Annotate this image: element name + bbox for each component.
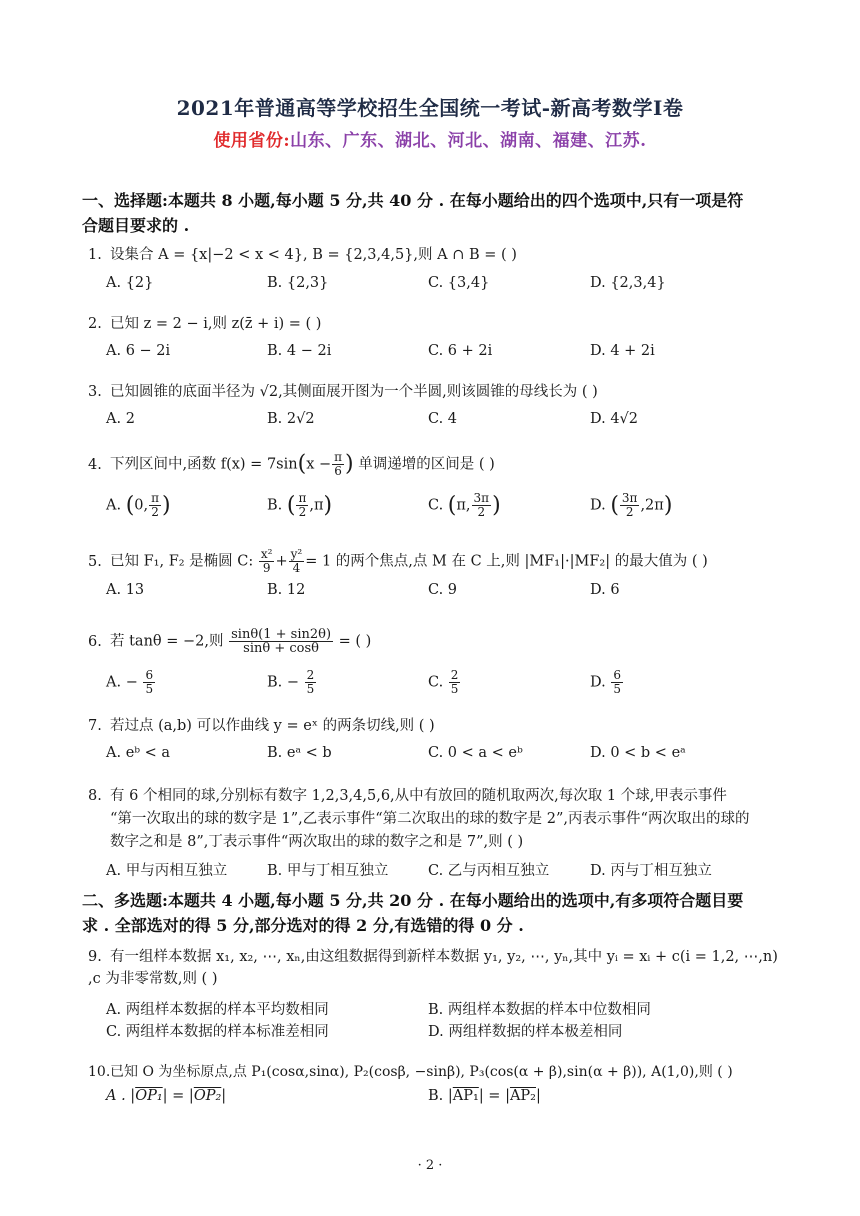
- option-c: C. 乙与丙相互独立: [428, 863, 550, 879]
- fraction: [259, 548, 275, 575]
- option-text: ,2π: [640, 497, 664, 514]
- option-b: B. |AP₁| = |AP₂|: [428, 1088, 541, 1104]
- question-9-line1: [88, 946, 788, 968]
- fraction-denominator: sinθ + cosθ: [243, 641, 319, 656]
- question-stem: 设集合 A = {x|−2 < x < 4}, B = {2,3,4,5},则 A ∩ B = ( ): [110, 247, 517, 263]
- question-8: [88, 785, 788, 854]
- question-stem-part: 下列区间中,函数 f(x) = 7sin: [110, 456, 298, 473]
- fraction-numerator: y²: [290, 547, 303, 561]
- option-d: D. {2,3,4}: [590, 275, 666, 291]
- option-d: D. 丙与丁相互独立: [590, 863, 712, 879]
- question-4: [88, 451, 788, 478]
- question-stem: 已知圆锥的底面半径为 √2,其侧面展开图为一个半圆,则该圆锥的母线长为 ( ): [110, 384, 598, 400]
- question-3: [88, 382, 788, 402]
- fraction: [332, 451, 344, 478]
- fraction-numerator: sinθ(1 + sin2θ): [231, 627, 332, 642]
- question-8-line2: “第一次取出的球的数字是 1”,乙表示事件“第二次取出的球的数字是 2”,丙表示事件“两次取出的球的: [110, 811, 750, 827]
- fraction: [472, 492, 492, 519]
- option-d: D. 6: [590, 582, 620, 598]
- option-text: π,: [456, 497, 471, 514]
- option-a: A. 2: [106, 411, 135, 427]
- question-2: [88, 314, 788, 334]
- option-b: B. {2,3}: [267, 275, 329, 291]
- fraction: [296, 492, 308, 519]
- fraction-denominator: 2: [298, 505, 307, 519]
- fraction-denominator: 2: [151, 505, 159, 519]
- fraction-numerator: π: [151, 491, 160, 505]
- question-number: 5.: [88, 553, 102, 570]
- option-label: C.: [428, 497, 444, 514]
- question-stem: 若过点 (a,b) 可以作曲线 y = eˣ 的两条切线,则 ( ): [110, 718, 435, 734]
- question-stem-part: 已知 F₁, F₂ 是椭圆 C:: [110, 553, 254, 570]
- option-c: C. {3,4}: [428, 275, 490, 291]
- question-stem-part: 单调递增的区间是 ( ): [358, 456, 495, 473]
- vector-ap1: AP₁: [452, 1088, 479, 1104]
- question-2-options: [106, 343, 786, 365]
- fraction-numerator: x²: [260, 547, 273, 561]
- vector-op2: OP₂: [193, 1088, 222, 1104]
- fraction-numerator: 2: [450, 668, 459, 682]
- question-1: [88, 245, 788, 265]
- question-8-line3: 数字之和是 8”,丁表示事件“两次取出的球的数字之和是 7”,则 ( ): [110, 834, 524, 850]
- fraction-numerator: π: [334, 450, 343, 464]
- fraction: [305, 669, 317, 696]
- option-a: A . |OP₁| = |OP₂|: [106, 1088, 227, 1104]
- option-b: B. 两组样本数据的样本中位数相同: [428, 1002, 651, 1018]
- paren-close: ): [323, 493, 333, 518]
- option-b: B. 2√2: [267, 411, 315, 427]
- option-d: [590, 492, 672, 519]
- question-number: 10.: [88, 1064, 111, 1080]
- paren-open: (: [610, 493, 619, 518]
- question-10: [88, 1062, 788, 1082]
- paren-open: (: [297, 451, 307, 477]
- question-5: [88, 548, 788, 575]
- fraction-denominator: 2: [477, 505, 486, 519]
- provinces-label: 使用省份:: [213, 131, 291, 151]
- section-1-line1: 一、选择题:本题共 8 小题,每小题 5 分,共 40 分 . 在每小题给出的四个选项中,只有一项是符: [82, 191, 744, 210]
- option-a: A. 6 − 2i: [106, 343, 171, 359]
- question-8-options: [106, 859, 786, 881]
- option-b: [267, 669, 317, 696]
- question-1-options: [106, 275, 786, 297]
- option-c: C. 4: [428, 411, 458, 427]
- paren-close: ): [663, 493, 673, 518]
- option-a: A. eᵇ < a: [106, 745, 171, 761]
- option-a: A. {2}: [106, 275, 154, 291]
- paren-open: (: [125, 493, 135, 518]
- plus-sign: +: [275, 553, 288, 570]
- vector-op1: OP₁: [135, 1088, 163, 1104]
- option-c: C. 6 + 2i: [428, 343, 493, 359]
- option-a: [106, 669, 156, 696]
- option-d: D. 4 + 2i: [590, 343, 655, 359]
- fraction-numerator: 2: [306, 668, 315, 682]
- section-2-heading: [82, 888, 782, 938]
- fraction: [449, 669, 461, 696]
- option-label: A.: [106, 497, 122, 514]
- question-10-options: [106, 1088, 786, 1110]
- option-text: ,π: [309, 497, 324, 514]
- fraction: [611, 669, 623, 696]
- fraction-denominator: 4: [292, 561, 301, 575]
- option-label: C.: [428, 674, 444, 691]
- option-a: [106, 492, 171, 519]
- option-c: [428, 492, 501, 519]
- section-2-line2: 求 . 全部选对的得 5 分,部分选对的得 2 分,有选错的得 0 分 .: [82, 916, 524, 935]
- question-stem-part: x −: [306, 456, 332, 473]
- option-c: C. 9: [428, 582, 458, 598]
- section-1-heading: [82, 188, 782, 238]
- option-c: [428, 669, 461, 696]
- question-7-options: [106, 745, 786, 767]
- question-9: [88, 946, 788, 990]
- question-stem-part: = ( ): [338, 633, 372, 650]
- fraction: [620, 492, 640, 519]
- provinces-list: 山东、广东、湖北、河北、湖南、福建、江苏.: [290, 131, 647, 151]
- question-number: 2.: [88, 316, 102, 332]
- fraction-denominator: 9: [262, 561, 271, 575]
- option-d: D. 0 < b < eᵃ: [590, 745, 686, 761]
- fraction-denominator: 5: [306, 682, 315, 696]
- option-label: B.: [267, 497, 283, 514]
- question-stem-part: 若 tanθ = −2,则: [110, 633, 224, 650]
- question-number: 3.: [88, 384, 102, 400]
- question-number: 8.: [88, 788, 102, 804]
- option-b: B. eᵃ < b: [267, 745, 332, 761]
- option-text: 0,: [134, 497, 149, 514]
- question-number: 7.: [88, 718, 102, 734]
- question-stem-part: = 1 的两个焦点,点 M 在 C 上,则 |MF₁|·|MF₂| 的最大值为 ( ): [305, 553, 708, 570]
- option-c: C. 两组样本数据的样本标准差相同: [106, 1024, 329, 1040]
- option-d: D. 两组样数据的样本极差相同: [428, 1024, 623, 1040]
- option-b: B. 12: [267, 582, 306, 598]
- option-d: D. 4√2: [590, 411, 639, 427]
- section-1-line2: 合题目要求的 .: [82, 216, 190, 235]
- option-a: A. 甲与丙相互独立: [106, 863, 228, 879]
- question-6: [88, 628, 788, 655]
- option-label: D.: [590, 497, 606, 514]
- question-number: 9.: [88, 949, 102, 965]
- paren-close: ): [162, 493, 171, 518]
- fraction-numerator: 6: [145, 668, 154, 682]
- option-a: A. 13: [106, 582, 145, 598]
- paren-open: (: [286, 493, 296, 518]
- question-stem: 有 6 个相同的球,分别标有数字 1,2,3,4,5,6,从中有放回的随机取两次,每次取 1 个球,甲表示事件: [110, 788, 727, 804]
- option-c: C. 0 < a < eᵇ: [428, 745, 523, 761]
- question-3-options: [106, 411, 786, 433]
- question-7: [88, 716, 788, 736]
- question-number: 6.: [88, 633, 102, 650]
- fraction-numerator: 3π: [621, 491, 638, 505]
- page-number: · 2 ·: [417, 1158, 443, 1173]
- option-label: D.: [590, 674, 606, 691]
- option-label: A. −: [106, 674, 138, 691]
- section-2-line1: 二、多选题:本题共 4 小题,每小题 5 分,共 20 分 . 在每小题给出的选项中,有多项符合题目要: [82, 891, 744, 910]
- question-stem: 有一组样本数据 x₁, x₂, ⋯, xₙ,由这组数据得到新样本数据 y₁, y₂, ⋯, yₙ,其中 yᵢ = xᵢ + c(i = 1,2, ⋯,n): [110, 949, 778, 965]
- paren-close: ): [492, 493, 501, 518]
- option-label: A .: [106, 1088, 126, 1104]
- fraction: [289, 548, 305, 575]
- fraction-denominator: 5: [613, 682, 621, 696]
- fraction-denominator: 5: [450, 682, 459, 696]
- option-b: B. 4 − 2i: [267, 343, 332, 359]
- fraction: [143, 669, 155, 696]
- paren-open: (: [447, 493, 457, 518]
- question-stem: 已知 O 为坐标原点,点 P₁(cosα,sinα), P₂(cosβ, −sinβ), P₃(cos(α + β),sin(α + β)), A(1,0),则 ( ): [110, 1064, 733, 1080]
- fraction-numerator: 6: [613, 668, 621, 682]
- option-label: B.: [428, 1088, 444, 1104]
- question-5-options: [106, 582, 786, 604]
- question-4-options: [106, 492, 786, 520]
- paren-close: ): [345, 451, 354, 477]
- option-b: B. 甲与丁相互独立: [267, 863, 389, 879]
- question-9-options: [106, 998, 786, 1044]
- option-b: [267, 492, 332, 519]
- vector-ap2: AP₂: [509, 1088, 536, 1104]
- fraction-denominator: 5: [145, 682, 154, 696]
- option-a: A. 两组样本数据的样本平均数相同: [106, 1002, 329, 1018]
- exam-title: 2021年普通高等学校招生全国统一考试-新高考数学Ⅰ卷: [176, 96, 684, 120]
- option-label: B. −: [267, 674, 300, 691]
- fraction-denominator: 6: [334, 464, 342, 478]
- fraction-numerator: π: [298, 491, 307, 505]
- fraction: [149, 492, 161, 519]
- provinces-line: [0, 126, 860, 151]
- question-number: 1.: [88, 247, 102, 263]
- question-8-line1: [88, 785, 788, 808]
- fraction-denominator: 2: [625, 505, 634, 519]
- fraction-numerator: 3π: [473, 491, 490, 505]
- fraction: [229, 628, 333, 655]
- question-stem: 已知 z = 2 − i,则 z(z̄ + i) = ( ): [110, 316, 322, 332]
- option-d: [590, 669, 624, 696]
- question-9-line2: ,c 为非零常数,则 ( ): [88, 971, 218, 987]
- question-number: 4.: [88, 456, 102, 473]
- question-6-options: [106, 669, 786, 697]
